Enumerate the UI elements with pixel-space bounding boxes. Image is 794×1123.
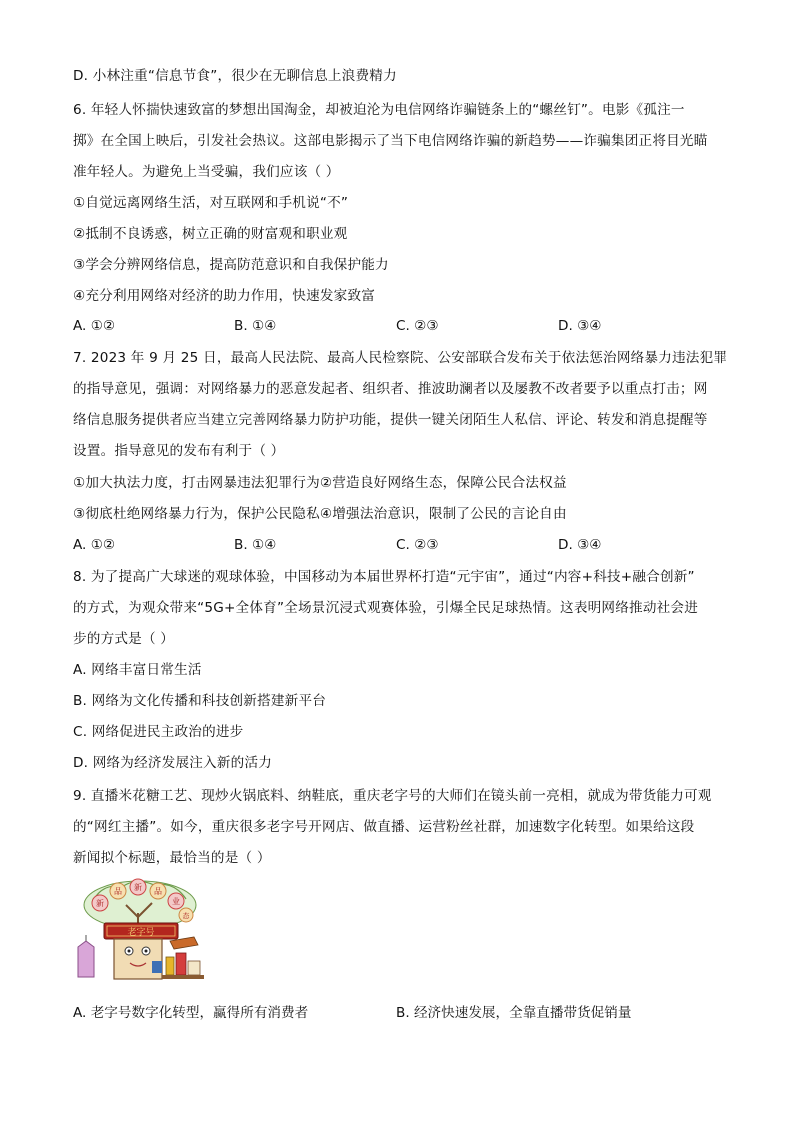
ball-char: 新 — [96, 899, 104, 908]
sign-text: 老字号 — [127, 928, 155, 938]
q7-statement: ③彻底杜绝网络暴力行为，保护公民隐私④增强法治意识，限制了公民的言论自由 — [73, 506, 567, 522]
q6-statement: ③学会分辨网络信息，提高防范意识和自我保护能力 — [73, 257, 389, 273]
products-icon — [162, 937, 204, 979]
q6-stem-line: 6. 年轻人怀揣快速致富的梦想出国淘金，却被迫沦为电信网络诈骗链条上的“螺丝钉”。电影《孤注一 — [73, 102, 685, 118]
q7-stem-line: 7. 2023 年 9 月 25 日，最高人民法院、最高人民检察院、公安部联合发布关于依法惩治网络暴力违法犯罪 — [73, 350, 728, 366]
q8-option-d[interactable]: D. 网络为经济发展注入新的活力 — [73, 755, 273, 771]
q9-option-a[interactable]: A. 老字号数字化转型，赢得所有消费者 — [73, 1005, 309, 1021]
q9-stem-line: 的“网红主播”。如今，重庆很多老字号开网店、做直播、运营粉丝社群，加速数字化转型。如果给这段 — [73, 819, 695, 835]
q7-option-a[interactable]: A. ①② — [73, 537, 116, 553]
ball-char: 品 — [154, 887, 162, 896]
ball-char: 新 — [134, 883, 142, 892]
q6-statement: ②抵制不良诱惑，树立正确的财富观和职业观 — [73, 226, 348, 242]
ball-char: 态 — [182, 912, 190, 920]
shop-sign — [104, 923, 178, 939]
q6-statement: ①自觉远离网络生活，对互联网和手机说“不” — [73, 195, 349, 211]
q6-option-d[interactable]: D. ③④ — [558, 318, 602, 334]
q9-option-b[interactable]: B. 经济快速发展，全靠直播带货促销量 — [396, 1005, 632, 1021]
q7-option-b[interactable]: B. ①④ — [234, 537, 277, 553]
q7-option-c[interactable]: C. ②③ — [396, 537, 439, 553]
q6-option-b[interactable]: B. ①④ — [234, 318, 277, 334]
q6-stem-line: 掷》在全国上映后，引发社会热议。这部电影揭示了当下电信网络诈骗的新趋势——诈骗集团正将目光瞄 — [73, 133, 708, 149]
q8-stem-line: 的方式，为观众带来“5G+全体育”全场景沉浸式观赛体验，引爆全民足球热情。这表明网络推动社会进 — [73, 600, 698, 616]
ball-char: 品 — [114, 887, 122, 896]
clothes-hanger-icon — [78, 935, 94, 977]
q7-statement: ①加大执法力度，打击网暴违法犯罪行为②营造良好网络生态，保障公民合法权益 — [73, 475, 567, 491]
q8-option-a[interactable]: A. 网络丰富日常生活 — [73, 662, 202, 678]
q7-stem-line: 设置。指导意见的发布有利于（ ） — [73, 443, 285, 459]
laozihao-cartoon-illustration — [74, 877, 206, 985]
q8-option-c[interactable]: C. 网络促进民主政治的进步 — [73, 724, 244, 740]
q9-stem-line: 新闻拟个标题，最恰当的是（ ） — [73, 850, 271, 866]
q7-stem-line: 络信息服务提供者应当建立完善网络暴力防护功能，提供一键关闭陌生人私信、评论、转发和消息提醒等 — [73, 412, 708, 428]
q5-option-d: D. 小林注重“信息节食”，很少在无聊信息上浪费精力 — [73, 68, 397, 84]
q6-option-a[interactable]: A. ①② — [73, 318, 116, 334]
q7-option-d[interactable]: D. ③④ — [558, 537, 602, 553]
q6-option-c[interactable]: C. ②③ — [396, 318, 439, 334]
q8-stem-line: 8. 为了提高广大球迷的观球体验，中国移动为本届世界杯打造“元宇宙”，通过“内容+科技+融合创新” — [73, 569, 695, 585]
q6-stem-line: 准年轻人。为避免上当受骗，我们应该（ ） — [73, 164, 340, 180]
q6-statement: ④充分利用网络对经济的助力作用，快速发家致富 — [73, 288, 376, 304]
q9-stem-line: 9. 直播米花糖工艺、现炒火锅底料、纳鞋底，重庆老字号的大师们在镜头前一亮相，就成为带货能力可观 — [73, 788, 712, 804]
q8-stem-line: 步的方式是（ ） — [73, 631, 175, 647]
shop-character-icon — [114, 939, 162, 979]
q7-stem-line: 的指导意见，强调：对网络暴力的恶意发起者、组织者、推波助澜者以及屡教不改者要予以重点打击；网 — [73, 381, 708, 397]
q8-option-b[interactable]: B. 网络为文化传播和科技创新搭建新平台 — [73, 693, 327, 709]
ball-char: 业 — [172, 897, 180, 906]
